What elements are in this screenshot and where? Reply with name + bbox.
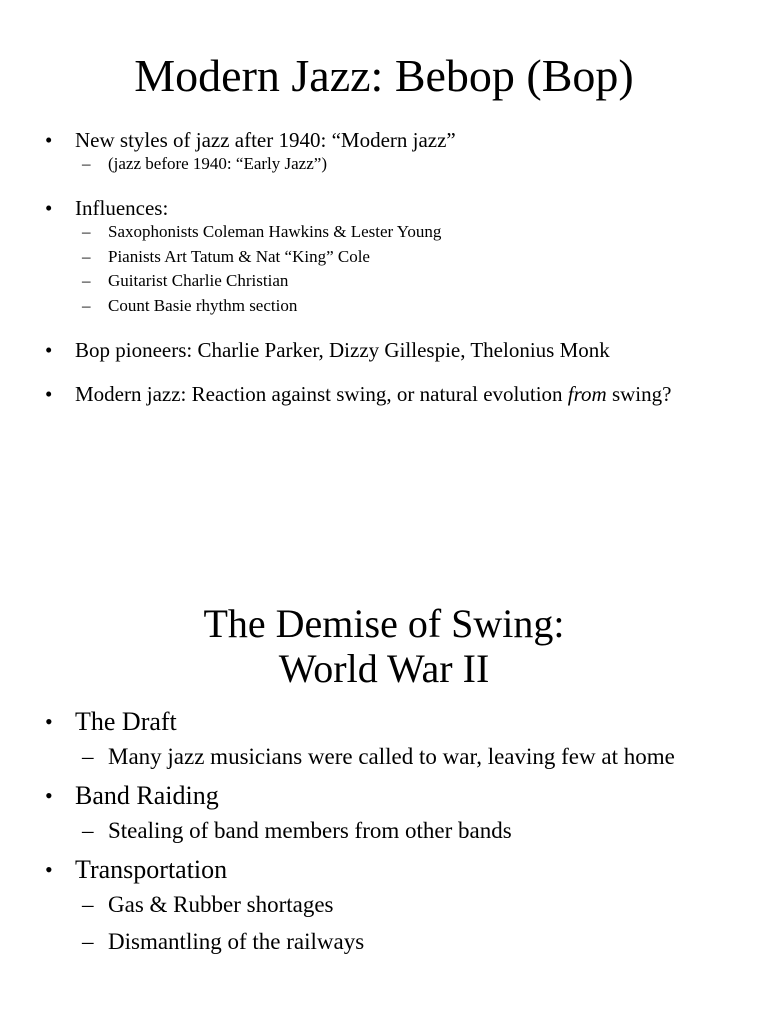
sub-bullet-text: Gas & Rubber shortages: [108, 891, 334, 917]
bullet-icon: •: [45, 127, 53, 152]
sub-bullet-text: Count Basie rhythm section: [108, 295, 298, 315]
sub-bullet-text: Dismantling of the railways: [108, 928, 365, 954]
dash-icon: –: [82, 153, 91, 173]
dash-icon: –: [82, 246, 91, 266]
bullet-icon: •: [45, 856, 53, 882]
bullet-icon: •: [45, 196, 53, 221]
sub-bullet-text: Guitarist Charlie Christian: [108, 271, 289, 291]
list-item: [0, 382, 768, 406]
bullet-icon: •: [45, 708, 53, 734]
dash-icon: –: [82, 222, 91, 242]
slide-bebop: [0, 0, 768, 500]
dash-icon: –: [82, 295, 91, 315]
bullet-list: [0, 128, 768, 407]
list-item: [0, 338, 768, 362]
list-item: [0, 128, 768, 177]
title-line: World War II: [278, 645, 490, 691]
sub-bullet-text: (jazz before 1940: “Early Jazz”): [108, 153, 327, 173]
bullet-text: Bop pioneers: Charlie Parker, Dizzy Gillespie, Thelonius Monk: [75, 338, 610, 363]
bullet-text: Band Raiding: [75, 780, 219, 810]
dash-icon: –: [82, 891, 94, 917]
dash-icon: –: [82, 743, 94, 769]
dash-icon: –: [82, 817, 94, 843]
title-line: The Demise of Swing:: [203, 601, 565, 646]
bullet-text: New styles of jazz after 1940: “Modern jazz”: [75, 127, 456, 152]
list-item: [0, 706, 768, 772]
dash-icon: –: [82, 928, 94, 954]
sub-bullet-text: Stealing of band members from other bands: [108, 817, 512, 843]
emphasis-text: from: [567, 382, 607, 407]
slide-demise-of-swing: [0, 590, 768, 1024]
bullet-icon: •: [45, 782, 53, 808]
bullet-text: The Draft: [75, 706, 177, 736]
bullet-list: [0, 706, 768, 957]
slide-title: Modern Jazz: Bebop (Bop): [134, 50, 634, 101]
bullet-icon: •: [45, 382, 53, 407]
sub-bullet-text: Pianists Art Tatum & Nat “King” Cole: [108, 246, 370, 266]
bullet-text: Modern jazz: Reaction against swing, or natural evolution from swing?: [75, 382, 672, 407]
list-item: [0, 196, 768, 318]
list-item: [0, 854, 768, 957]
bullet-text: Transportation: [75, 854, 228, 884]
list-item: [0, 780, 768, 846]
sub-bullet-text: Many jazz musicians were called to war, leaving few at home: [108, 743, 675, 769]
bullet-text: Influences:: [75, 196, 169, 221]
bullet-icon: •: [45, 338, 53, 363]
dash-icon: –: [82, 271, 91, 291]
slide-title: [0, 590, 768, 692]
sub-bullet-text: Saxophonists Coleman Hawkins & Lester Young: [108, 222, 442, 242]
